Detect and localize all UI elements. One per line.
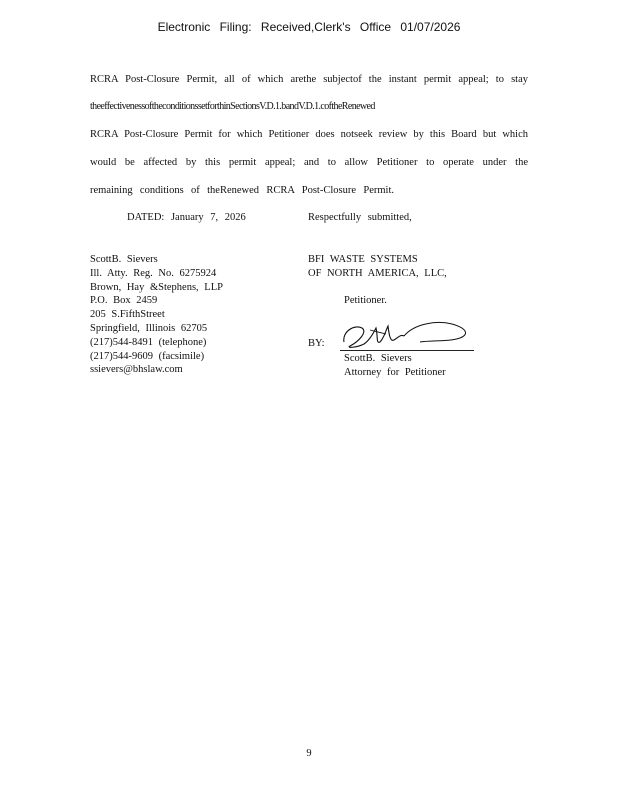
signer-block bbox=[344, 352, 446, 380]
body-line-2: theeffectivenessoftheconditionssetforthinSectionsV.D.1.bandV.D.1.coftheRenewed bbox=[90, 101, 375, 112]
attorney-reg: Ill. Atty. Reg. No. 6275924 bbox=[90, 267, 217, 279]
attorney-telephone: (217)544-8491 (telephone) bbox=[90, 336, 207, 348]
by-label: BY: bbox=[308, 338, 325, 349]
attorney-block bbox=[90, 253, 223, 377]
signer-title: Attorney for Petitioner bbox=[344, 366, 446, 378]
petitioner-role bbox=[344, 294, 387, 308]
attorney-facsimile: (217)544-9609 (facsimile) bbox=[90, 350, 205, 362]
petitioner-role-text: Petitioner. bbox=[344, 295, 387, 306]
dated-line: DATED: January 7, 2026 bbox=[127, 212, 246, 223]
page-number: 9 bbox=[306, 748, 312, 759]
signature-line bbox=[340, 350, 474, 351]
attorney-city: Springfield, Illinois 62705 bbox=[90, 322, 208, 334]
petitioner-name-2: OF NORTH AMERICA, LLC, bbox=[308, 267, 447, 279]
body-line-4: would be affected by this permit appeal; and to allow Petitioner to operate under the bbox=[90, 157, 528, 168]
handwritten-signature bbox=[340, 318, 476, 352]
petitioner-name-1: BFI WASTE SYSTEMS bbox=[308, 254, 418, 265]
filing-header: Electronic Filing: Received,Clerk's Office 01/07/2026 bbox=[157, 20, 461, 34]
attorney-email: ssievers@bhslaw.com bbox=[90, 364, 183, 376]
attorney-firm: Brown, Hay &Stephens, LLP bbox=[90, 281, 223, 293]
body-line-5: remaining conditions of theRenewed RCRA Post-Closure Permit. bbox=[90, 185, 394, 196]
attorney-street: 205 S.FifthStreet bbox=[90, 309, 165, 321]
signer-name: ScottB. Sievers bbox=[344, 353, 412, 364]
petitioner-block bbox=[308, 253, 447, 281]
attorney-name: ScottB. Sievers bbox=[90, 254, 158, 265]
attorney-po-box: P.O. Box 2459 bbox=[90, 295, 158, 307]
respectfully-submitted: Respectfully submitted, bbox=[308, 212, 412, 223]
body-line-3: RCRA Post-Closure Permit for which Petitioner does notseek review by this Board but which bbox=[90, 129, 528, 140]
body-line-1: RCRA Post-Closure Permit, all of which arethe subjectof the instant permit appeal; to stay bbox=[90, 74, 528, 85]
